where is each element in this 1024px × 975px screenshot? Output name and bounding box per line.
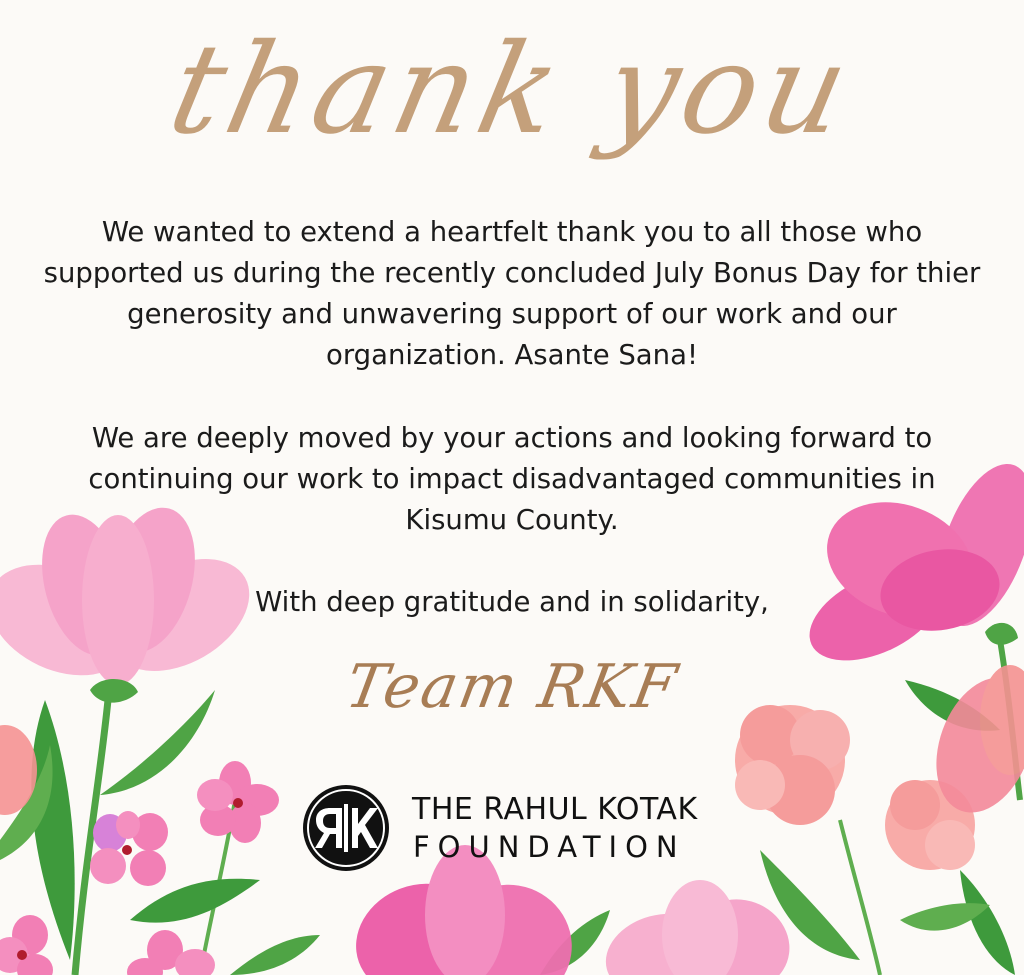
left-leaf-5 bbox=[230, 935, 320, 975]
coral-peony bbox=[735, 705, 850, 825]
foundation-logo bbox=[300, 782, 720, 877]
right-leaf-3 bbox=[960, 870, 1015, 975]
small-flower-4 bbox=[127, 930, 215, 975]
right-tulip-base bbox=[985, 623, 1018, 645]
small-flower-3 bbox=[0, 915, 53, 975]
signature: Team RKF bbox=[340, 652, 684, 722]
thank-you-headline: thank you bbox=[158, 18, 866, 162]
rk-monogram-icon bbox=[300, 782, 392, 874]
message-paragraph-2: We are deeply moved by your actions and looking forward to continuing our work to impact disadvantaged communities in Kisumu County. bbox=[88, 422, 936, 536]
small-flower-1 bbox=[197, 761, 279, 843]
center-right-tulip bbox=[597, 880, 803, 975]
logo-line-2: FOUNDATION bbox=[413, 830, 686, 864]
message-paragraph-1: We wanted to extend a heartfelt thank you to all those who supported us during the recently concluded July Bonus Day for thier generosity and unwavering support of our work and our organization. Asante Sana! bbox=[43, 216, 981, 371]
small-flower-2 bbox=[90, 811, 168, 886]
closing-line: With deep gratitude and in solidarity, bbox=[255, 586, 769, 618]
logo-line-1: THE RAHUL KOTAK bbox=[412, 792, 698, 827]
